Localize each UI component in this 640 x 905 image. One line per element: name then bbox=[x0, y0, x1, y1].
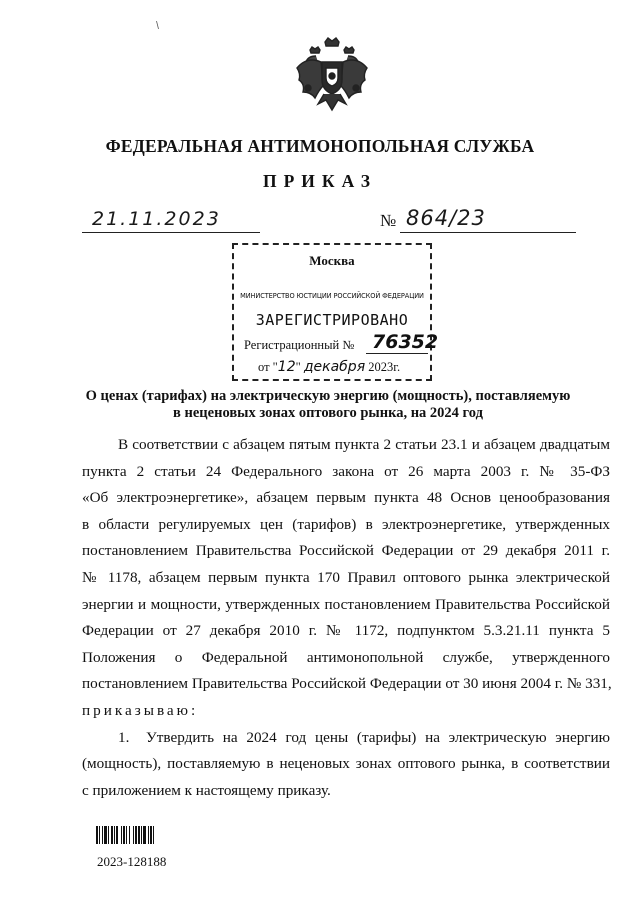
item-1-first-line bbox=[82, 725, 610, 752]
stamp-city: Москва bbox=[309, 253, 355, 268]
stamp-reg-number: 76352 bbox=[372, 331, 439, 353]
order-title: ПРИКАЗ bbox=[262, 171, 378, 191]
stamp-reg-label: Регистрационный № bbox=[244, 338, 355, 352]
body-line: энергии и мощности, утвержденных постановлением Правительства Российской bbox=[82, 595, 610, 613]
agency-name: ФЕДЕРАЛЬНАЯ АНТИМОНОПОЛЬНАЯ СЛУЖБА bbox=[105, 136, 535, 156]
body-line: Положения о Федеральной антимонопольной службе, утвержденного bbox=[82, 648, 610, 666]
body-line: постановлением Правительства Российской Федерации от 30 июня 2004 г. № 331, bbox=[82, 675, 612, 693]
stamp-date-mid: " bbox=[295, 360, 304, 374]
stamp-date-suffix: г. bbox=[393, 360, 401, 374]
order-number-sign: № bbox=[380, 211, 397, 230]
stamp-registered: ЗАРЕГИСТРИРОВАНО bbox=[255, 311, 409, 329]
stamp-date-month: декабря bbox=[303, 359, 366, 375]
body-line: Федерации от 27 декабря 2010 г. № 1172, подпунктом 5.3.21.11 пункта 5 bbox=[82, 622, 610, 640]
stamp-date-year: 2023 bbox=[365, 360, 394, 374]
order-date-handwritten: 21.11.2023 bbox=[92, 208, 221, 230]
body-line: с приложением к настоящему приказу. bbox=[82, 781, 331, 799]
body-line: (мощность), поставляемую в неценовых зонах оптового рынка, в соответствии bbox=[82, 755, 610, 773]
body-line: № 1178, абзацем первым пункта 170 Правил оптового рынка электрической bbox=[82, 568, 610, 586]
order-command: приказываю: bbox=[82, 701, 199, 719]
order-date-field bbox=[82, 210, 260, 233]
scan-mark bbox=[156, 21, 159, 29]
document-reg-code: 2023-128188 bbox=[97, 854, 167, 869]
stamp-date-day: 12 bbox=[277, 359, 296, 375]
body-line: «Об электроэнергетике», абзацем первым пункта 48 Основ ценообразования bbox=[82, 489, 610, 507]
stamp-date bbox=[258, 359, 400, 375]
subject-line: в неценовых зонах оптового рынка, на 2024 год bbox=[173, 405, 483, 421]
body-line: в области регулируемых цен (тарифов) в электроэнергетике, утвержденных bbox=[82, 515, 610, 533]
barcode-icon bbox=[96, 826, 174, 844]
order-body bbox=[82, 432, 610, 804]
item-1-text: Утвердить на 2024 год цены (тарифы) на электрическую энергию bbox=[146, 728, 610, 746]
registration-stamp bbox=[232, 243, 439, 381]
order-number-handwritten: 864/23 bbox=[406, 206, 486, 230]
stamp-ministry: МИНИСТЕРСТВО ЮСТИЦИИ РОССИЙСКОЙ ФЕДЕРАЦИИ bbox=[240, 292, 424, 300]
stamp-reg-underline bbox=[366, 353, 428, 354]
body-line: постановлением Правительства Российской Федерации от 29 декабря 2011 г. bbox=[82, 542, 610, 560]
order-subject bbox=[60, 388, 596, 422]
body-line: В соответствии с абзацем пятым пункта 2 статьи 23.1 и абзацем двадцатым bbox=[118, 436, 610, 453]
double-headed-eagle-emblem-icon bbox=[294, 36, 370, 116]
order-number-field bbox=[400, 206, 576, 233]
body-line: пункта 2 статьи 24 Федерального закона от 26 марта 2003 г. № 35-ФЗ bbox=[82, 462, 610, 480]
stamp-date-prefix: от " bbox=[258, 360, 278, 374]
item-1-number: 1. bbox=[118, 728, 130, 746]
subject-line: О ценах (тарифах) на электрическую энергию (мощность), поставляемую bbox=[85, 388, 571, 404]
